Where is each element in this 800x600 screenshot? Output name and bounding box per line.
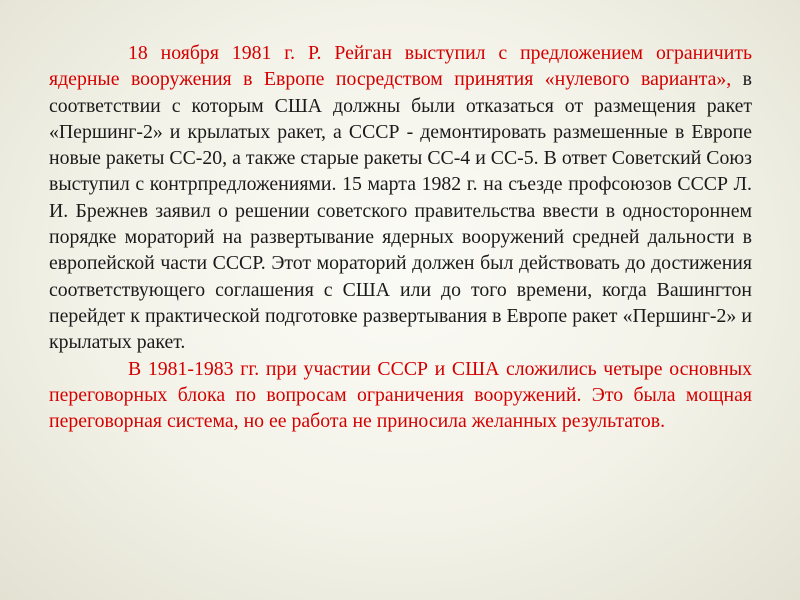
paragraph-2: В 1981-1983 гг. при участии СССР и США сложились четыре основных переговорных блока по вопросам ограничения вооружений. Это была мощная переговорная система, но ее работа не приносила желанных результатов. <box>49 357 752 433</box>
slide-text-block <box>49 40 752 434</box>
paragraph-1-body: в соответствии с которым США должны были отказаться от размещения ракет «Першинг-2» и крылатых ракет, а СССР - демонтировать размешенные в Европе новые ракеты СС-20, а также старые ракеты СС-4 и СС-5. В ответ Советский Союз выступил с контрпредложениями. 15 марта 1982 г. на съезде профсоюзов СССР Л. И. Брежнев заявил о решении советского правительства ввести в одностороннем порядке мораторий на развертывание ядерных вооружений средней дальности в европейской части СССР. Этот мораторий должен был действовать до достижения соответствующего соглашения с США или до того времени, когда Вашингтон перейдет к практической подготовке развертывания в Европе ракет «Першинг-2» и крылатых ракет. <box>49 68 752 354</box>
paragraph-1 <box>49 40 752 356</box>
paragraph-1-highlight: 18 ноября 1981 г. Р. Рейган выступил с предложением ограничить ядерные вооружения в Европе посредством принятия «нулевого варианта», <box>49 42 752 91</box>
